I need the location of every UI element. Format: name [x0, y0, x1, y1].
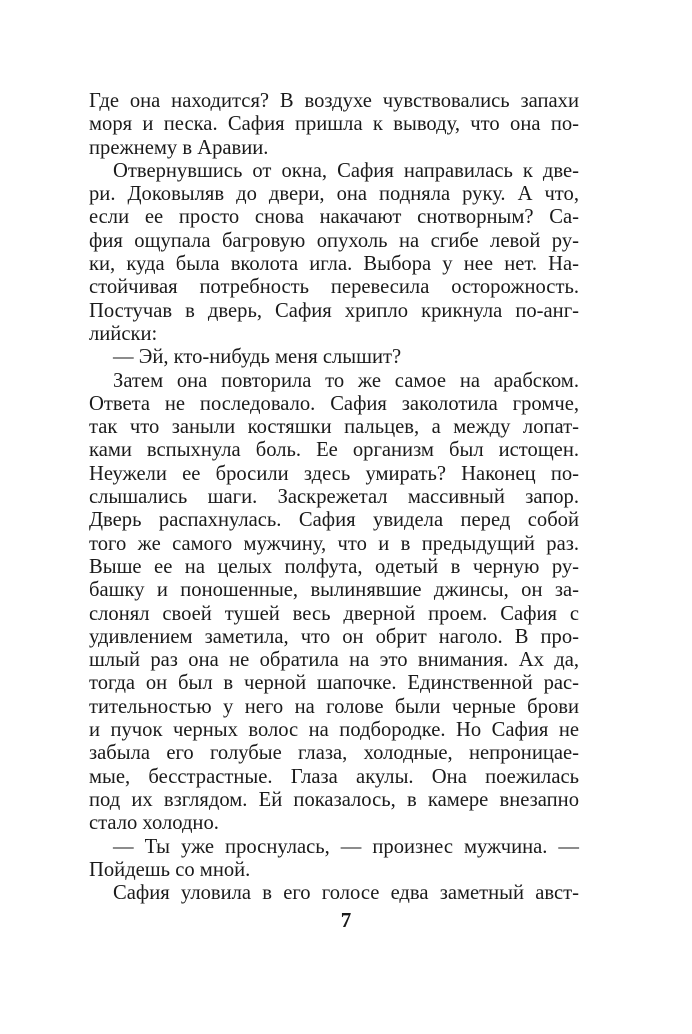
text-line: — Эй, кто-нибудь меня слышит? [113, 346, 402, 369]
text-line: ри. Доковыляв до двери, она подняла руку. А что, [89, 183, 579, 206]
text-line: лийски: [89, 322, 158, 345]
text-line: моря и песка. Сафия пришла к выводу, что она по- [89, 113, 579, 136]
body-text [89, 90, 579, 905]
text-line: Пойдешь со мной. [89, 858, 251, 881]
text-line: Отвернувшись от окна, Сафия направилась к две- [113, 159, 579, 182]
text-line: ки, куда была вколота игла. Выбора у нее нет. На- [89, 253, 579, 276]
text-line: слонял своей тушей весь дверной проем. Сафия с [89, 602, 579, 625]
text-line: — Ты уже проснулась, — произнес мужчина. — [113, 835, 579, 858]
text-line: Затем она повторила то же самое на арабском. [113, 369, 579, 392]
text-line: тительностью у него на голове были черные брови [89, 695, 579, 718]
text-line: фия ощупала багровую опухоль на сгибе левой ру- [89, 229, 579, 252]
text-line: и пучок черных волос на подбородке. Но Сафия не [89, 719, 579, 742]
text-line: ками вспыхнула боль. Ее организм был истощен. [89, 439, 579, 462]
text-line: так что заныли костяшки пальцев, а между лопат- [89, 416, 579, 439]
text-line: слышались шаги. Заскрежетал массивный запор. [89, 486, 579, 509]
text-line: мые, бесстрастные. Глаза акулы. Она поежилась [89, 765, 579, 788]
text-line: тогда он был в черной шапочке. Единственной рас- [89, 672, 579, 695]
text-line: Сафия уловила в его голосе едва заметный авст- [113, 882, 579, 905]
text-line: башку и поношенные, вылинявшие джинсы, он за- [89, 579, 579, 602]
text-line: Выше ее на целых полфута, одетый в черную ру- [89, 555, 579, 578]
text-line: прежнему в Аравии. [89, 136, 269, 159]
text-line: под их взглядом. Ей показалось, в камере внезапно [89, 788, 579, 811]
text-line: стойчивая потребность перевесила осторожность. [89, 276, 579, 299]
text-line: шлый раз она не обратила на это внимания. Ах да, [89, 649, 579, 672]
text-line: Где она находится? В воздухе чувствовались запахи [89, 90, 579, 112]
text-line: Ответа не последовало. Сафия заколотила громче, [89, 392, 579, 415]
text-line: если ее просто снова накачают снотворным? Са- [89, 206, 579, 229]
text-line: стало холодно. [89, 812, 219, 835]
text-line: забыла его голубые глаза, холодные, непроницае- [89, 742, 579, 765]
text-line: Дверь распахнулась. Сафия увидела перед собой [89, 509, 579, 532]
text-line: того же самого мужчину, что и в предыдущий раз. [89, 532, 579, 555]
text-line: удивлением заметила, что он обрит наголо. В про- [89, 625, 579, 648]
text-line: Постучав в дверь, Сафия хрипло крикнула по-анг- [89, 299, 579, 322]
text-line: Неужели ее бросили здесь умирать? Наконец по- [89, 462, 579, 485]
page-number: 7 [340, 908, 352, 932]
